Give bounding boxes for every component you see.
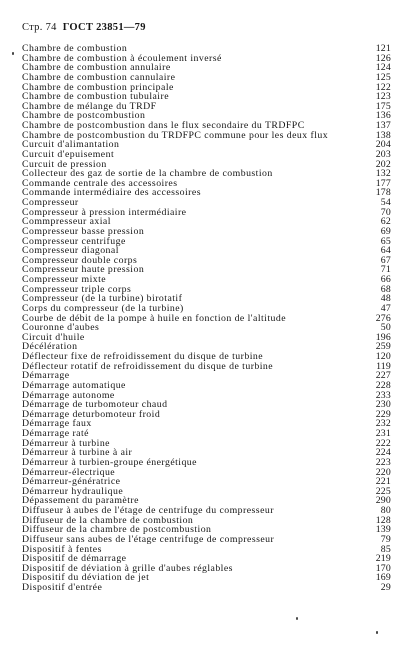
index-term: Chambre de combustion <box>22 44 128 54</box>
index-page-number: 54 <box>380 197 391 208</box>
index-entry <box>22 217 391 227</box>
index-page-number: 178 <box>375 187 391 199</box>
index-page-number: 65 <box>380 235 391 247</box>
index-term: Dispositif à fentes <box>22 544 102 555</box>
index-page-number: 290 <box>375 495 391 507</box>
index-entry <box>22 419 391 429</box>
index-entry <box>22 150 391 160</box>
index-term: Démarreur-électrique <box>22 467 116 478</box>
index-term: Démarreur hydraulique <box>22 486 124 497</box>
index-page-number: 219 <box>375 553 391 565</box>
index-entry <box>22 63 391 73</box>
index-entry <box>22 323 391 333</box>
index-term: Chambre de mélange du TRDF <box>22 101 157 112</box>
index-entry <box>22 554 391 564</box>
scan-speck <box>12 52 14 55</box>
index-page-number: 221 <box>375 476 391 488</box>
index-entry <box>22 246 391 256</box>
index-entry <box>22 439 391 449</box>
index-term: Diffuseur de la chambre de combustion <box>22 515 194 526</box>
index-page-number: 132 <box>375 168 391 180</box>
index-term: Compresseur triple corps <box>22 284 132 295</box>
index-entry <box>22 429 391 439</box>
index-entry <box>22 564 391 574</box>
index-entry <box>22 468 391 478</box>
index-entry <box>22 294 391 304</box>
index-entry <box>22 506 391 516</box>
index-page-number: 220 <box>375 466 391 478</box>
index-term: Compresseur à pression intermédiaire <box>22 207 187 218</box>
index-entry <box>22 448 391 458</box>
scan-speck <box>296 617 298 620</box>
index-entry <box>22 265 391 275</box>
index-term: Curcuit d'alimantation <box>22 140 120 150</box>
index-entry <box>22 458 391 468</box>
index-term: Chambre de combustion à écoulement inversé <box>22 53 222 64</box>
scan-speck <box>376 631 378 634</box>
index-entry <box>22 516 391 526</box>
index-term: Chambre de combustion principale <box>22 82 174 93</box>
standard-designation: ГОСТ 23851—79 <box>62 22 146 33</box>
index-entry <box>22 381 391 391</box>
index-term: Dispositif de déviation à grille d'aubes réglables <box>22 563 233 574</box>
index-page-number: 175 <box>375 100 391 112</box>
index-term: Dépassement du paramètre <box>22 496 139 506</box>
index-page-number: 233 <box>375 389 391 401</box>
index-entry <box>22 140 391 150</box>
index-term: Curcuit d'epuisement <box>22 149 115 160</box>
index-entry <box>22 160 391 170</box>
index-term: Décélération <box>22 342 78 352</box>
index-term: Chambre de combustion cannulaire <box>22 72 176 83</box>
index-entry <box>22 208 391 218</box>
index-entry <box>22 44 391 54</box>
index-term: Démarrage autonome <box>22 390 115 401</box>
index-page-number: 137 <box>375 120 391 131</box>
index-term: Démarrage de turbomoteur chaud <box>22 400 168 410</box>
index-page-number: 48 <box>380 293 391 305</box>
index-entry <box>22 314 391 324</box>
index-entry <box>22 525 391 535</box>
index-entry <box>22 188 391 198</box>
index-page-number: 170 <box>375 562 391 574</box>
index-page-number: 259 <box>375 341 391 353</box>
index-page-number: 122 <box>375 81 391 93</box>
index-entry <box>22 198 391 208</box>
index-term: Commande centrale des accessoires <box>22 178 178 189</box>
index-entry <box>22 237 391 247</box>
index-entry <box>22 169 391 179</box>
index-page-number: 276 <box>375 312 391 324</box>
index-page-number: 66 <box>380 274 391 285</box>
index-entry <box>22 333 391 343</box>
page-header <box>22 22 146 33</box>
index-page-number: 228 <box>375 379 391 391</box>
index-page-number: 138 <box>375 129 391 141</box>
index-page-number: 224 <box>375 447 391 459</box>
index-page-number: 204 <box>375 139 391 151</box>
index-term: Commpresseur axial <box>22 217 111 227</box>
index-term: Démarreur à turbine à air <box>22 448 133 458</box>
index-entry <box>22 342 391 352</box>
index-entry <box>22 573 391 583</box>
index-page-number: 124 <box>375 62 391 74</box>
index-entry <box>22 102 391 112</box>
index-term: Compresseur <box>22 198 79 208</box>
index-entry <box>22 304 391 314</box>
index-term: Diffuseur de la chambre de postcombustion <box>22 525 212 535</box>
index-term: Compresseur diagonal <box>22 246 119 256</box>
index-term: Déflecteur fixe de refroidissement du disque de turbine <box>22 352 264 362</box>
index-term: Démarreur à turbine <box>22 438 110 449</box>
index-page-number: 227 <box>375 370 391 382</box>
index-entry <box>22 121 391 131</box>
index-page-number: 85 <box>380 543 391 555</box>
index-page-number: 70 <box>380 206 391 218</box>
index-entry <box>22 496 391 506</box>
index-entry <box>22 477 391 487</box>
index-page-number: 231 <box>375 428 391 439</box>
index-page-number: 136 <box>375 110 391 122</box>
index-term: Chambre de postcombustion <box>22 111 146 121</box>
index-term: Collecteur des gaz de sortie de la chambre de combustion <box>22 169 273 179</box>
index-page-number: 222 <box>375 437 391 449</box>
index-page-number: 80 <box>380 505 391 516</box>
index-entry <box>22 285 391 295</box>
index-term: Diffuseur sans aubes de l'étage centrifuge de compresseur <box>22 534 275 545</box>
index-entry <box>22 73 391 83</box>
index-term: Démarrage faux <box>22 419 92 429</box>
index-page-number: 69 <box>380 225 391 237</box>
index-term: Dispositif d'entrée <box>22 583 103 593</box>
index-entry <box>22 227 391 237</box>
index-entry <box>22 83 391 93</box>
index-term: Compresseur haute pression <box>22 265 145 275</box>
index-page-number: 196 <box>375 331 391 343</box>
index-entry <box>22 352 391 362</box>
index-page-number: 202 <box>375 158 391 170</box>
index-page-number: 230 <box>375 399 391 411</box>
index-term: Démarrage raté <box>22 429 89 439</box>
index-term: Courbe de débit de la pompe à huile en fonction de l'altitude <box>22 313 286 324</box>
index-entry <box>22 410 391 420</box>
index-entry <box>22 583 391 593</box>
index-term: Démarrage <box>22 371 70 381</box>
index-entry <box>22 92 391 102</box>
index-page-number: 64 <box>380 245 391 257</box>
index-term: Compresseur basse pression <box>22 226 145 237</box>
index-page-number: 121 <box>375 43 391 54</box>
index-entry <box>22 545 391 555</box>
index-page-number: 169 <box>375 572 391 584</box>
index-page-number: 223 <box>375 456 391 468</box>
index-entry <box>22 179 391 189</box>
page-number-label: Стр. 74 <box>22 22 57 33</box>
alphabetical-index <box>22 44 391 593</box>
index-entry <box>22 391 391 401</box>
index-page-number: 50 <box>380 322 391 334</box>
index-term: Compresseur mixte <box>22 275 107 285</box>
index-page-number: 177 <box>375 177 391 189</box>
index-entry <box>22 371 391 381</box>
index-page-number: 139 <box>375 524 391 536</box>
index-page-number: 225 <box>375 485 391 497</box>
index-term: Démarreur à turbien-groupe énergétique <box>22 457 197 468</box>
index-term: Compresseur double corps <box>22 255 138 266</box>
index-term: Chambre de combustion annulaire <box>22 63 171 73</box>
index-term: Compresseur (de la turbine) birotatif <box>22 294 183 304</box>
index-term: Circuit d'huile <box>22 332 85 343</box>
index-page-number: 125 <box>375 71 391 83</box>
index-page-number: 79 <box>380 533 391 545</box>
index-term: Démarrage automatique <box>22 380 126 391</box>
index-entry <box>22 275 391 285</box>
index-page-number: 119 <box>376 360 391 372</box>
index-page-number: 47 <box>380 302 391 314</box>
index-page-number: 62 <box>380 216 391 228</box>
index-entry <box>22 256 391 266</box>
index-entry <box>22 535 391 545</box>
index-page-number: 29 <box>380 582 391 593</box>
index-page-number: 68 <box>380 283 391 295</box>
index-term: Démarreur-génératrice <box>22 477 121 487</box>
index-page-number: 229 <box>375 408 391 420</box>
index-term: Corps du compresseur (de la turbine) <box>22 303 184 314</box>
index-term: Compresseur centrifuge <box>22 236 126 247</box>
index-term: Curcuit de pression <box>22 159 107 170</box>
index-page-number: 71 <box>380 264 391 276</box>
index-page-number: 203 <box>375 148 391 160</box>
index-term: Chambre de combustion tubulaire <box>22 92 169 102</box>
index-entry <box>22 487 391 497</box>
index-term: Couronne d'aubes <box>22 323 100 333</box>
index-term: Commande intermédiaire des accessoires <box>22 188 201 198</box>
index-page-number: 232 <box>375 418 391 430</box>
index-page-number: 67 <box>380 254 391 266</box>
index-term: Chambre de postcombustion du TRDFPC commune pour les deux flux <box>22 130 329 141</box>
index-entry <box>22 111 391 121</box>
index-entry <box>22 131 391 141</box>
index-entry <box>22 54 391 64</box>
index-term: Démarrage deturbomoteur froid <box>22 409 161 420</box>
index-term: Dispositif de démarrage <box>22 554 127 564</box>
index-page-number: 123 <box>375 91 391 103</box>
index-term: Déflecteur rotatif de refroidissement du disque de turbine <box>22 361 274 372</box>
index-entry <box>22 400 391 410</box>
index-term: Diffuseur à aubes de l'étage de centrifuge du compresseur <box>22 506 274 516</box>
index-entry <box>22 362 391 372</box>
index-page-number: 120 <box>375 351 391 362</box>
index-term: Dispositif du déviation de jet <box>22 573 150 583</box>
index-page-number: 128 <box>375 514 391 526</box>
index-page-number: 126 <box>375 52 391 64</box>
index-term: Chambre de postcombustion dans le flux secondaire du TRDFPC <box>22 121 305 131</box>
